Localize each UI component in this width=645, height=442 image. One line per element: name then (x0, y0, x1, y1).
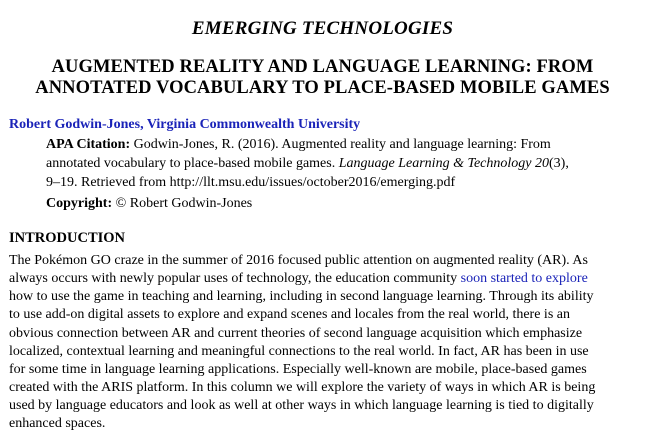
introduction-heading: INTRODUCTION (9, 230, 126, 246)
body-line-4: to use add-on digital assets to explore and expand scenes and locales from the real world, there is an (9, 307, 570, 323)
apa-citation (46, 135, 626, 192)
copyright-label: Copyright: (46, 196, 113, 211)
copyright-text: © Robert Godwin-Jones (112, 196, 253, 211)
citation-line-1-text: Godwin-Jones, R. (2016). Augmented reality and language learning: From (130, 137, 551, 152)
body-line-2 (9, 270, 639, 288)
soon-started-to-explore-link[interactable]: soon started to explore (460, 271, 588, 287)
body-line-9: used by language educators and look as well at other ways in which language learning is tied to digitally (9, 398, 594, 414)
article-title (20, 57, 625, 99)
body-line-7: for some time in language learning applications. Especially well-known are mobile, place-based games (9, 361, 587, 377)
citation-label: APA Citation: (46, 137, 131, 152)
author-affiliation: Virginia Commonwealth University (146, 117, 361, 132)
body-line-2-text: always occurs with newly popular uses of technology, the education community (9, 271, 461, 287)
body-line-1: The Pokémon GO craze in the summer of 2016 focused public attention on augmented reality (AR). As (9, 253, 588, 268)
citation-line-3: 9–19. Retrieved from http://llt.msu.edu/issues/october2016/emerging.pdf (46, 175, 456, 190)
introduction-body (9, 252, 639, 434)
author-name: Robert Godwin-Jones (9, 117, 141, 132)
citation-line-2-text: annotated vocabulary to place-based mobile games. (46, 156, 339, 171)
citation-line-2 (46, 154, 626, 173)
body-line-6: localized, contextual learning and meaningful connections to the real world. In fact, AR has been in use (9, 343, 589, 359)
body-line-10: enhanced spaces. (9, 416, 106, 432)
copyright-line (46, 196, 252, 212)
body-line-3: how to use the game in teaching and learning, including in second language learning. Through its ability (9, 289, 594, 305)
citation-journal: Language Learning & Technology 20 (338, 156, 549, 171)
article-title-line-2: ANNOTATED VOCABULARY TO PLACE-BASED MOBILE GAMES (35, 78, 610, 98)
citation-issue: (3), (549, 156, 569, 171)
author-byline (9, 117, 360, 133)
body-line-5: obvious connection between AR and current theories of second language acquisition which emphasize (9, 325, 583, 341)
author-separator: , (140, 117, 147, 132)
body-line-8: created with the ARIS platform. In this column we will explore the variety of ways in which AR is being (9, 380, 596, 396)
section-label: EMERGING TECHNOLOGIES (191, 18, 454, 39)
citation-line-1 (46, 135, 626, 154)
article-title-line-1: AUGMENTED REALITY AND LANGUAGE LEARNING: FROM (51, 57, 594, 77)
